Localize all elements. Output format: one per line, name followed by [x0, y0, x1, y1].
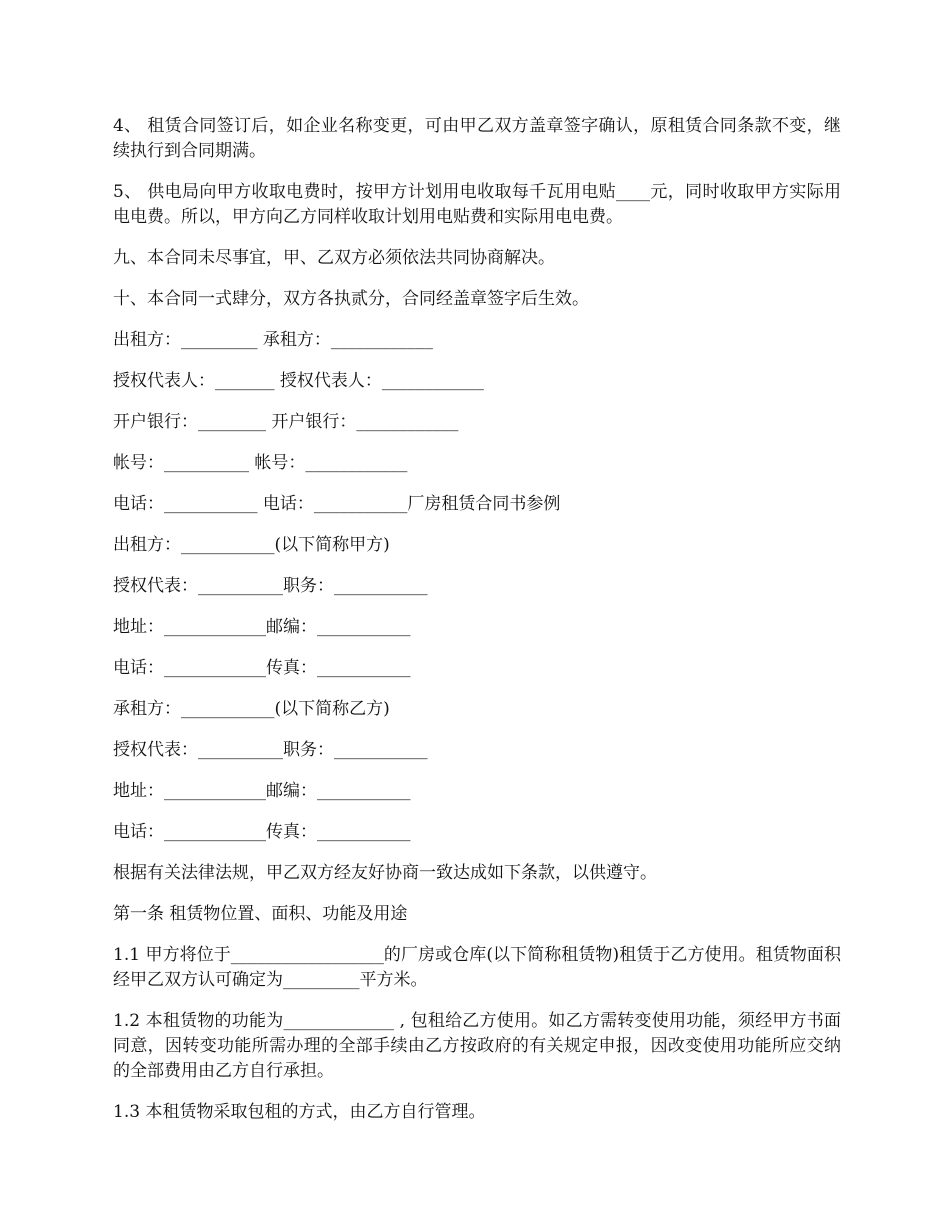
- party-a-representative: 授权代表：__________职务：___________: [113, 576, 428, 596]
- authorized-representative-line: 授权代表人：_______ 授权代表人：____________: [113, 371, 484, 391]
- preamble: 根据有关法律法规，甲乙双方经友好协商一致达成如下条款，以供遵守。: [113, 863, 657, 883]
- account-line: 帐号：__________ 帐号：____________: [113, 453, 408, 473]
- party-a-phone-fax: 电话：____________传真：___________: [113, 658, 411, 678]
- clause-1-1-location-area: 1.1 甲方将位于__________________的厂房或仓库(以下简称租赁物)租赁于乙方使用。租赁物面积经甲乙双方认可确定为_________平方米。: [113, 945, 841, 990]
- bank-line: 开户银行：________ 开户银行：____________: [113, 412, 459, 432]
- clause-5-electricity-fee: 5、 供电局向甲方收取电费时，按甲方计划用电收取每千瓦用电贴____元，同时收取甲方实际用电电费。所以，甲方向乙方同样收取计划用电贴费和实际用电电费。: [113, 182, 841, 227]
- phone-line-and-new-title: 电话：___________ 电话：___________厂房租赁合同书参例: [113, 494, 561, 514]
- party-b-address: 地址：____________邮编：___________: [113, 781, 411, 801]
- article-9-unresolved-matters: 九、本合同未尽事宜，甲、乙双方必须依法共同协商解决。: [113, 248, 555, 268]
- lessor-lessee-line: 出租方：_________ 承租方：____________: [113, 330, 433, 350]
- clause-1-2-function: 1.2 本租赁物的功能为_____________ , 包租给乙方使用。如乙方需转变使用功能，须经甲方书面同意，因转变功能所需办理的全部手续由乙方按政府的有关规定申报，因改变使用功能所应交纳的全部费用由乙方自行承担。: [113, 1011, 841, 1081]
- clause-4-name-change: 4、 租赁合同签订后，如企业名称变更，可由甲乙双方盖章签字确认，原租赁合同条款不变，继续执行到合同期满。: [113, 116, 841, 161]
- party-b-lessee: 承租方：___________(以下简称乙方): [113, 699, 390, 719]
- party-a-address: 地址：____________邮编：___________: [113, 617, 411, 637]
- party-b-representative: 授权代表：__________职务：___________: [113, 740, 428, 760]
- document-body: [113, 114, 841, 1141]
- party-b-phone-fax: 电话：____________传真：___________: [113, 822, 411, 842]
- party-a-lessor: 出租方：___________(以下简称甲方): [113, 535, 390, 555]
- clause-1-3-management: 1.3 本租赁物采取包租的方式，由乙方自行管理。: [113, 1102, 486, 1122]
- article-1-heading: 第一条 租赁物位置、面积、功能及用途: [113, 904, 408, 924]
- article-10-copies-effective: 十、本合同一式肆分，双方各执贰分，合同经盖章签字后生效。: [113, 289, 589, 309]
